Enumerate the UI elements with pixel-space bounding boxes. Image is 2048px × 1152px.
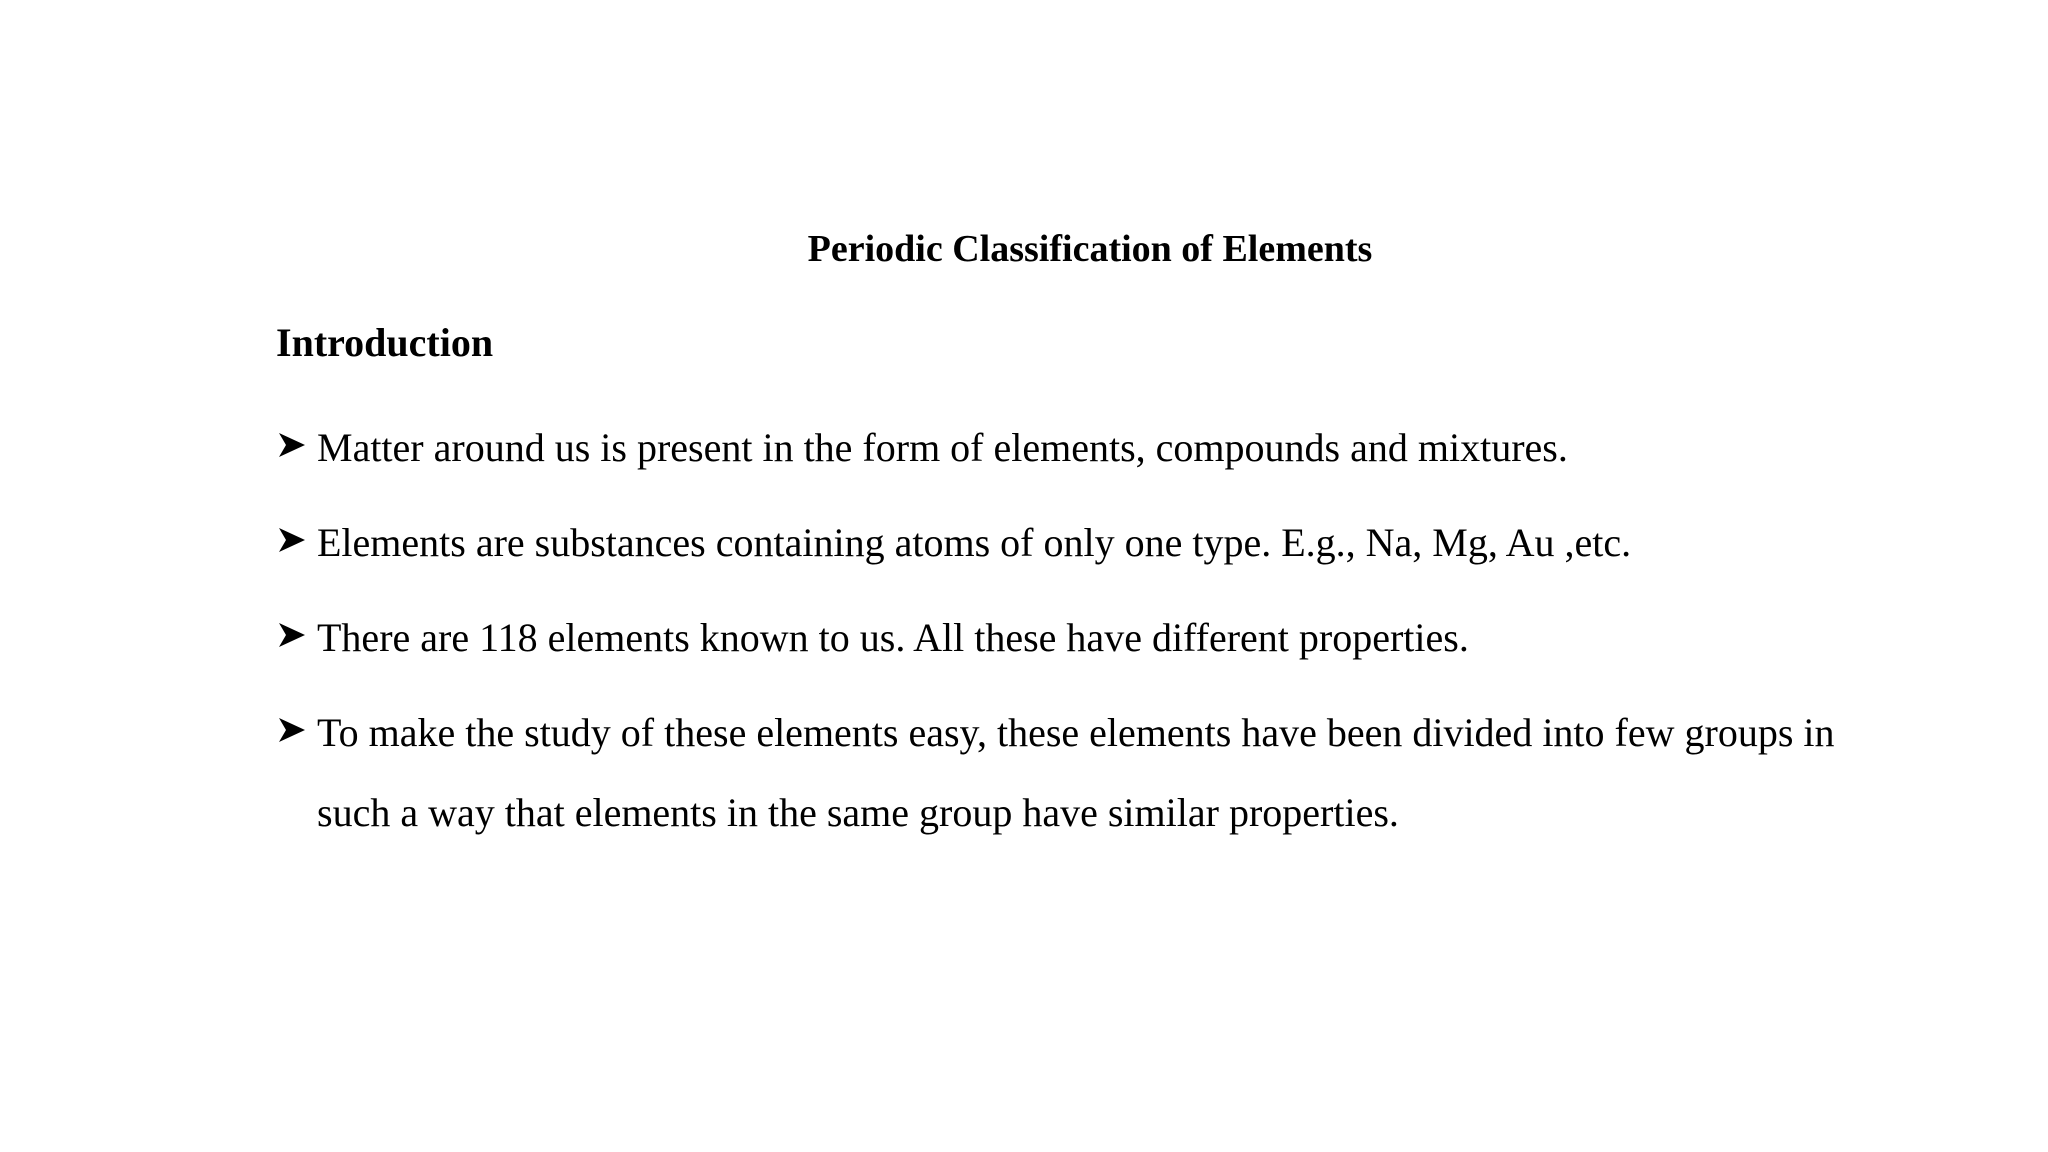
arrowhead-bullet-icon bbox=[278, 716, 306, 744]
arrowhead-bullet-icon bbox=[278, 621, 306, 649]
bullet-list bbox=[276, 408, 1856, 868]
bullet-text: Elements are substances containing atoms of only one type. E.g., Na, Mg, Au ,etc. bbox=[317, 520, 1632, 565]
list-item bbox=[276, 598, 1856, 678]
page-title: Periodic Classification of Elements bbox=[807, 228, 1373, 270]
list-item bbox=[276, 408, 1856, 488]
bullet-text: To make the study of these elements easy, these elements have been divided into few groups in such a way that elements in the same group have similar properties. bbox=[317, 710, 1835, 835]
arrowhead-bullet-icon bbox=[278, 431, 306, 459]
section-heading: Introduction bbox=[276, 320, 494, 365]
arrowhead-bullet-icon bbox=[278, 526, 306, 554]
list-item bbox=[276, 693, 1856, 853]
bullet-text: Matter around us is present in the form of elements, compounds and mixtures. bbox=[317, 425, 1568, 470]
bullet-text: There are 118 elements known to us. All these have different properties. bbox=[317, 615, 1469, 660]
list-item bbox=[276, 503, 1856, 583]
